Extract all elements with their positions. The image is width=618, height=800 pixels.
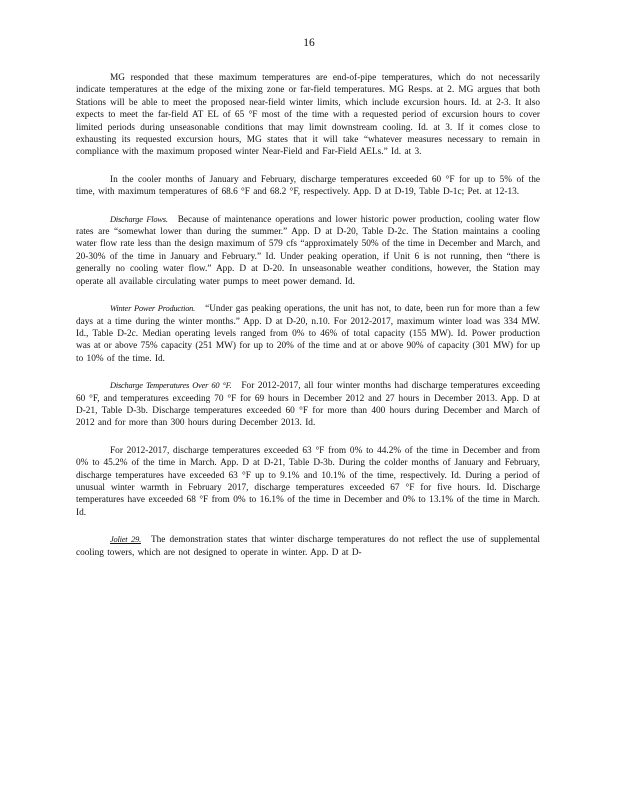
paragraph (76, 445, 540, 519)
paragraph-heading: Discharge Temperatures Over 60 °F. (110, 381, 232, 391)
paragraph (76, 380, 540, 430)
paragraph-text: MG responded that these maximum temperatures are end-of-pipe temperatures, which do not necessarily indicate temperatures at the edge of the mixing zone or far-field temperatures. MG Resps. at 2. MG argues that both Stations will be able to meet the proposed near-field winter limits, which include excursion hours. Id. at 2-3. It also expects to meet the far-field AT EL of 65 °F most of the time with a requested period of excursion hours to cover limited periods during unseasonable conditions that may limit downstream cooling. Id. at 3. If it comes close to exhausting its requested excursion hours, MG states that it will take “whatever measures necessary to remain in compliance with the maximum proposed winter Near-Field and Far-Field AELs.” Id. at 3. (76, 73, 540, 158)
paragraph (76, 534, 540, 559)
paragraph (76, 174, 540, 199)
paragraph (76, 72, 540, 159)
page-number: 16 (303, 37, 315, 49)
document-body (76, 72, 540, 559)
paragraph-text: “Under gas peaking operations, the unit has not, to date, been run for more than a few days at a time during the winter months.” App. D at D-20, n.10. For 2012-2017, maximum winter load was 334 MW. Id., Table D-2c. Median operating levels ranged from 0% to 46% of total capacity (155 MW). Id. Power production was at or above 75% capacity (251 MW) for up to 20% of the time and at or above 90% of capacity (301 MW) for up to 10% of the time. Id. (76, 304, 540, 364)
paragraph-heading: Discharge Flows. (110, 214, 168, 224)
paragraph (76, 303, 540, 365)
paragraph-text: For 2012-2017, all four winter months had discharge temperatures exceeding 60 °F, and temperatures exceeding 70 °F for 69 hours in December 2012 and 27 hours in December 2013. App. D at D-21, Table D-3b. Discharge temperatures exceeded 60 °F for more than 400 hours during December and March of 2012 and for more than 300 hours during December 2013. Id. (76, 381, 540, 429)
paragraph-text: For 2012-2017, discharge temperatures exceeded 63 °F from 0% to 44.2% of the time in December and from 0% to 45.2% of the time in March. App. D at D-21, Table D-3b. During the colder months of January and February, discharge temperatures have exceeded 63 °F up to 9.1% and 10.1% of the time, respectively. Id. During a period of unusual winter warmth in February 2017, discharge temperatures exceeded 67 °F for five hours. Id. Discharge temperatures have exceeded 68 °F from 0% to 16.1% of the time in December and 0% to 13.1% of the time in March. Id. (76, 445, 540, 518)
paragraph-heading: Joliet 29. (110, 535, 141, 545)
paragraph (76, 214, 540, 288)
paragraph-text: Because of maintenance operations and lower historic power production, cooling water flow rates are “somewhat lower than during the summer.” App. D at D-20, Table D-2c. The Station maintains a cooling water flow rate less than the design maximum of 579 cfs “approximately 50% of the time in December and March, and 20-30% of the time in January and February.” Id. Under peaking operation, if Unit 6 is not running, then “there is generally no cooling water flow.” App. D at D-20. In unseasonable weather conditions, however, the Station may operate all available circulating water pumps to meet power demand. Id. (76, 214, 540, 287)
paragraph-heading: Winter Power Production. (110, 304, 196, 314)
paragraph-text: In the cooler months of January and February, discharge temperatures exceeded 60 °F for up to 5% of the time, with maximum temperatures of 68.6 °F and 68.2 °F, respectively. App. D at D-19, Table D-1c; Pet. at 12-13. (76, 174, 540, 198)
paragraph-text: The demonstration states that winter discharge temperatures do not reflect the use of supplemental cooling towers, which are not designed to operate in winter. App. D at D- (76, 535, 540, 558)
